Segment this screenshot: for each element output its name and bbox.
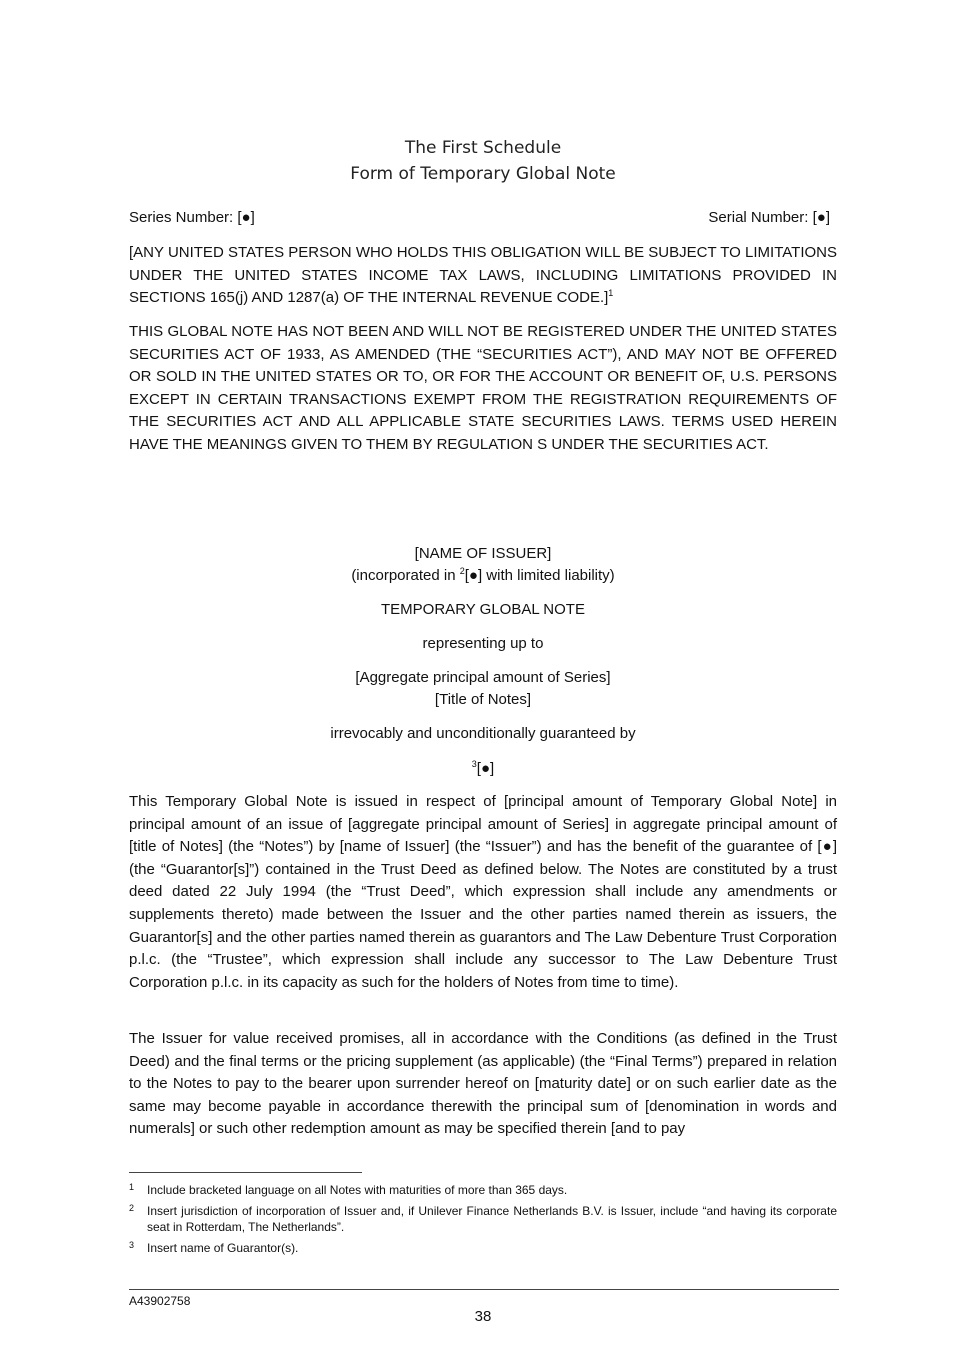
issuer-name: [NAME OF ISSUER] bbox=[414, 545, 552, 562]
footnote-ref-1: 1 bbox=[608, 288, 614, 299]
guarantor-line bbox=[129, 758, 837, 781]
footnote bbox=[129, 1203, 837, 1235]
heading-line-2: Form of Temporary Global Note bbox=[350, 164, 616, 184]
guarantor-placeholder: [●] bbox=[476, 760, 495, 777]
footnote-number: 1 bbox=[129, 1182, 135, 1192]
body-paragraph-2: The Issuer for value received promises, all in accordance with the Conditions (as defined in the Trust Deed) and the final terms or the pricing supplement (as applicable) (the “Final Terms”) prepared in relation to the Notes to pay to the bearer upon surrender hereof on [maturity date] or on such earlier date as the same may become payable in accordance therewith the principal sum of [denomination in words and numerals] or such other redemption amount as may be specified therein [and to pay bbox=[129, 1030, 837, 1138]
body-paragraph-1: This Temporary Global Note is issued in respect of [principal amount of Temporary Global Note] in principal amount of an issue of [aggregate principal amount of Series] in aggregate principal amount of [title of Notes] (the “Notes”) by [name of Issuer] (the “Issuer”) and has the benefit of the guarantee of [●] (the “Guarantor[s]”) contained in the Trust Deed as defined below. The Notes are constituted by a trust deed dated 22 July 1994 (the “Trust Deed”, which expression shall include any amendments or supplements thereto) made between the Issuer and the other parties named therein as issuers, the Guarantor[s] and the other parties named therein as guarantors and The Law Debenture Trust Corporation p.l.c. (the “Trustee”, which expression shall include any successor to The Law Debenture Trust Corporation p.l.c. in its capacity as such for the holders of Notes from time to time). bbox=[129, 793, 837, 991]
title-of-notes: [Title of Notes] bbox=[434, 691, 532, 708]
incorporation-suffix: [●] with limited liability) bbox=[464, 567, 615, 584]
document-reference: A43902758 bbox=[129, 1294, 191, 1308]
heading-line-1: The First Schedule bbox=[404, 138, 562, 158]
representing-line: representing up to bbox=[422, 635, 544, 652]
serial-number: Serial Number: [●] bbox=[708, 209, 830, 226]
footnote-text: Insert name of Guarantor(s). bbox=[147, 1241, 299, 1255]
page-number: 38 bbox=[474, 1308, 492, 1325]
footnote-ref-3: 3 bbox=[471, 759, 477, 769]
securities-legend: THIS GLOBAL NOTE HAS NOT BEEN AND WILL NOT BE REGISTERED UNDER THE UNITED STATES SECURITIES ACT OF 1933, AS AMENDED (THE “SECURITIES ACT”), AND MAY NOT BE OFFERED OR SOLD IN THE UNITED STATES OR TO, OR FOR THE ACCOUNT OR BENEFIT OF, U.S. PERSONS EXCEPT IN CERTAIN TRANSACTIONS EXEMPT FROM THE REGISTRATION REQUIREMENTS OF THE SECURITIES ACT AND ALL APPLICABLE STATE SECURITIES LAWS. TERMS USED HEREIN HAVE THE MEANINGS GIVEN TO THEM BY REGULATION S UNDER THE SECURITIES ACT. bbox=[129, 323, 837, 453]
us-person-legend-text: [ANY UNITED STATES PERSON WHO HOLDS THIS OBLIGATION WILL BE SUBJECT TO LIMITATIONS UNDER THE UNITED STATES INCOME TAX LAWS, INCLUDING LIMITATIONS PROVIDED IN SECTIONS 165(j) AND 1287(a) OF THE INTERNAL REVENUE CODE.] bbox=[129, 244, 837, 307]
guaranteed-by-line: irrevocably and unconditionally guaranteed by bbox=[330, 725, 636, 742]
footnote-number: 3 bbox=[129, 1240, 135, 1250]
incorporation-line bbox=[129, 565, 837, 588]
footnote-divider bbox=[129, 1172, 362, 1173]
footnote-number: 2 bbox=[129, 1203, 135, 1213]
schedule-heading bbox=[129, 138, 837, 190]
footnote-ref-2: 2 bbox=[459, 566, 465, 576]
footnote-text: Include bracketed language on all Notes with maturities of more than 365 days. bbox=[147, 1183, 568, 1197]
note-type: TEMPORARY GLOBAL NOTE bbox=[381, 601, 585, 618]
incorporation-prefix: (incorporated in bbox=[351, 567, 460, 584]
footnote-text: Insert jurisdiction of incorporation of Issuer and, if Unilever Finance Netherlands B.V. is Issuer, include “and having its corporate seat in Rotterdam, The Netherlands”. bbox=[147, 1204, 837, 1234]
footnote bbox=[129, 1240, 837, 1256]
aggregate-amount: [Aggregate principal amount of Series] bbox=[355, 669, 611, 686]
series-number: Series Number: [●] bbox=[129, 209, 255, 226]
footer-divider bbox=[129, 1289, 839, 1290]
footnote bbox=[129, 1182, 837, 1198]
us-person-legend bbox=[129, 242, 837, 310]
